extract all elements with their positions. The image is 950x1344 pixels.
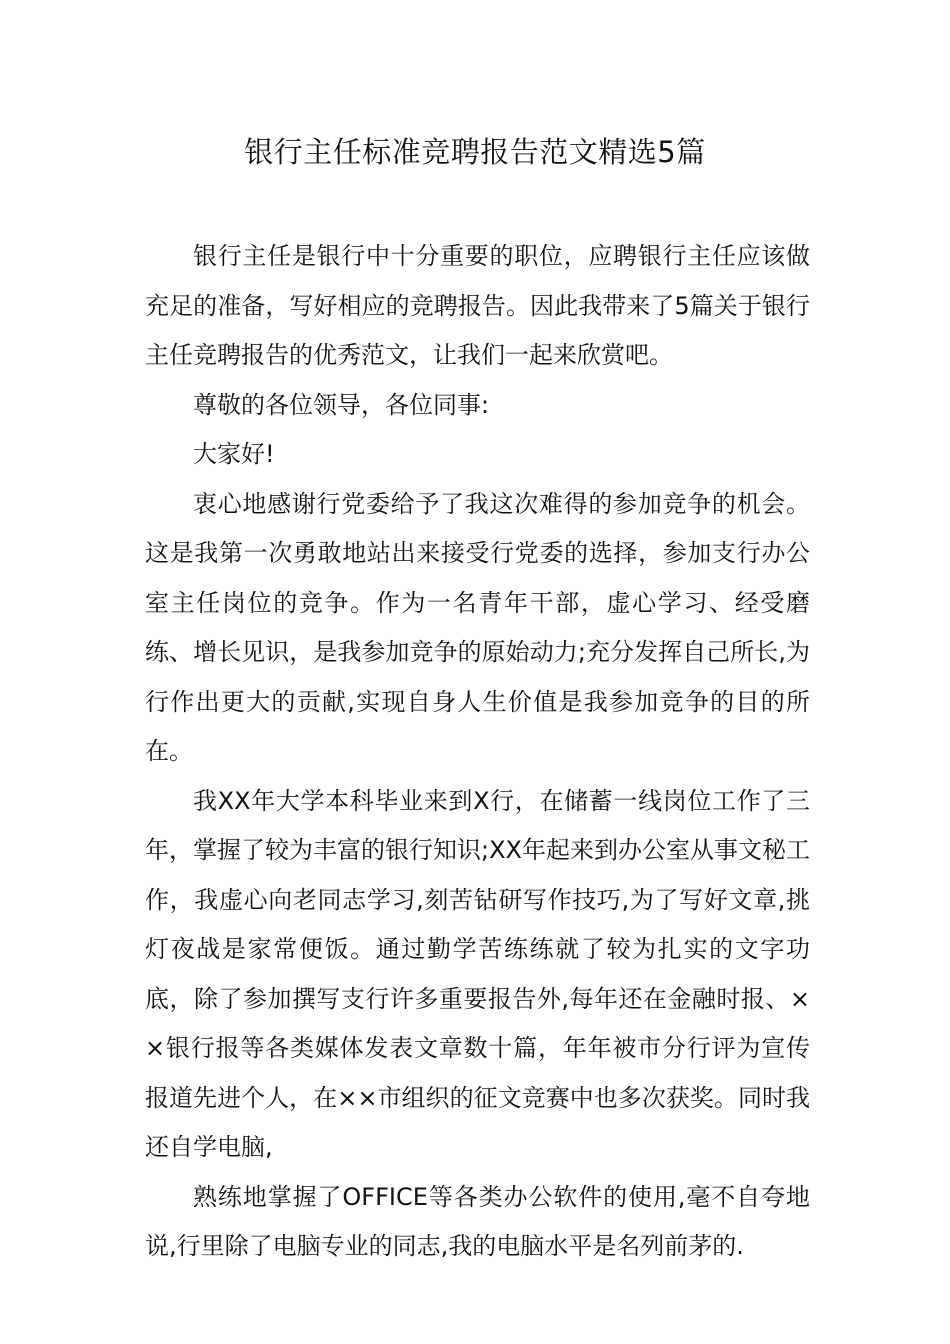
document-body <box>145 232 810 1272</box>
gratitude-paragraph: 衷心地感谢行党委给予了我这次难得的参加竞争的机会。这是我第一次勇敢地站出来接受行党委的选择，参加支行办公室主任岗位的竞争。作为一名青年干部，虚心学习、经受磨练、增长见识，是我参加竞争的原始动力;充分发挥自己所长,为行作出更大的贡献,实现自身人生价值是我参加竞争的目的所在。 <box>145 489 810 765</box>
salutation-paragraph: 尊敬的各位领导，各位同事: <box>193 390 490 419</box>
greeting-paragraph: 大家好! <box>193 440 275 468</box>
document-title: 银行主任标准竞聘报告范文精选5篇 <box>244 135 706 169</box>
computer-skills-paragraph: 熟练地掌握了OFFICE等各类办公软件的使用,毫不自夸地说,行里除了电脑专业的同志,我的电脑水平是名列前茅的. <box>145 1182 810 1260</box>
experience-paragraph: 我XX年大学本科毕业来到X行，在储蓄一线岗位工作了三年，掌握了较为丰富的银行知识;XX年起来到办公室从事文秘工作，我虚心向老同志学习,刻苦钻研写作技巧,为了写好文章,挑灯夜战是家常便饭。通过勤学苦练练就了较为扎实的文字功底，除了参加撰写支行许多重要报告外,每年还在金融时报、××银行报等各类媒体发表文章数十篇，年年被市分行评为宣传报道先进个人，在××市组织的征文竞赛中也多次获奖。同时我还自学电脑, <box>145 786 810 1161</box>
intro-paragraph: 银行主任是银行中十分重要的职位，应聘银行主任应该做充足的准备，写好相应的竞聘报告。因此我带来了5篇关于银行主任竞聘报告的优秀范文，让我们一起来欣赏吧。 <box>145 242 810 369</box>
